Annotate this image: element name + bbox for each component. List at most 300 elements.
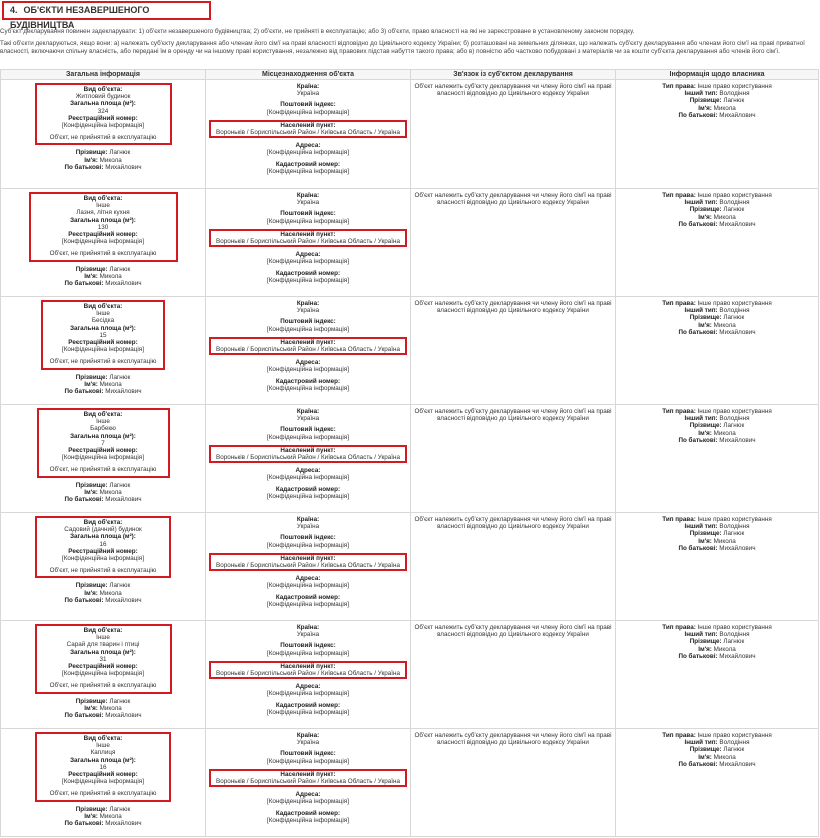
owner-patronymic-value: Михайлович [719, 544, 756, 552]
header-general-info: Загальна інформація [1, 70, 206, 80]
area-label: Загальна площа (м²): [70, 216, 136, 224]
cadastral-value: [Конфіденційна інформація] [267, 276, 349, 284]
cadastral-label: Кадастровий номер: [275, 485, 341, 493]
address-value: [Конфіденційна інформація] [267, 798, 349, 806]
surname-label: Прізвище: [75, 265, 108, 273]
regnum-label: Реєстраційний номер: [68, 339, 138, 347]
address-label: Адреса: [295, 467, 321, 475]
object-status: Об'єкт, не прийнятий в експлуатацію [49, 466, 157, 474]
relation-cell [411, 621, 616, 729]
area-value: 15 [99, 331, 107, 339]
name-label: Ім'я: [84, 589, 98, 597]
locality-value: Вороньків / Бориспільський Район / Київська Область / Україна [216, 454, 400, 462]
object-type-label: Вид об'єкта: [83, 411, 123, 418]
cadastral-value: [Конфіденційна інформація] [267, 384, 349, 392]
right-type-value: Інше право користування [697, 516, 772, 523]
objects-table [0, 69, 819, 837]
right-type-value: Інше право користування [697, 192, 772, 199]
relation-text: Об'єкт належить суб'єкту декларування чи члену його сім'ї на праві власності відповідно до Цивільного кодексу України [414, 192, 612, 207]
other-type-value: Володіння [719, 523, 750, 531]
general-info-cell [1, 405, 206, 513]
surname-value: Лагнюк [109, 582, 131, 590]
relation-text: Об'єкт належить суб'єкту декларування чи члену його сім'ї на праві власності відповідно до Цивільного кодексу України [414, 516, 612, 531]
locality-label: Населений пункт: [280, 230, 336, 238]
locality-value: Вороньків / Бориспільський Район / Київська Область / Україна [216, 238, 400, 246]
owner-name-value: Микола [713, 104, 736, 112]
other-type-value: Володіння [719, 415, 750, 423]
owner-surname-label: Прізвище: [689, 422, 722, 430]
owner-patronymic-label: По батькові: [678, 652, 718, 660]
object-status: Об'єкт, не прийнятий в експлуатацію [49, 134, 157, 142]
postcode-value: [Конфіденційна інформація] [267, 649, 349, 657]
regnum-label: Реєстраційний номер: [68, 547, 138, 555]
address-value: [Конфіденційна інформація] [267, 690, 349, 698]
patronymic-label: По батькові: [64, 496, 104, 504]
regnum-value: [Конфіденційна інформація] [62, 454, 144, 462]
locality-highlight [209, 337, 407, 355]
table-row [1, 189, 819, 297]
general-info-highlight [35, 624, 172, 694]
patronymic-label: По батькові: [64, 163, 104, 171]
object-subtype: Лазня, літня кухня [76, 209, 130, 217]
address-label: Адреса: [295, 791, 321, 799]
owner-surname-value: Лагнюк [723, 530, 745, 538]
relation-cell [411, 405, 616, 513]
table-row [1, 729, 819, 837]
country-value: Україна [296, 199, 320, 207]
regnum-value: [Конфіденційна інформація] [62, 778, 144, 786]
cadastral-label: Кадастровий номер: [275, 269, 341, 277]
relation-cell [411, 189, 616, 297]
owner-name-label: Ім'я: [698, 213, 712, 221]
surname-label: Прізвище: [75, 373, 108, 381]
regnum-label: Реєстраційний номер: [68, 663, 138, 671]
other-type-value: Володіння [719, 739, 750, 747]
owner-name-label: Ім'я: [698, 537, 712, 545]
right-type-label: Тип права: [662, 624, 696, 631]
cadastral-label: Кадастровий номер: [275, 809, 341, 817]
address-value: [Конфіденційна інформація] [267, 474, 349, 482]
table-header-row [1, 70, 819, 80]
other-type-label: Інший тип: [684, 90, 718, 98]
locality-value: Вороньків / Бориспільський Район / Київська Область / Україна [216, 562, 400, 570]
area-label: Загальна площа (м²): [70, 648, 136, 656]
surname-label: Прізвище: [75, 697, 108, 705]
owner-surname-value: Лагнюк [723, 97, 745, 105]
name-label: Ім'я: [84, 488, 98, 496]
address-label: Адреса: [295, 142, 321, 150]
name-label: Ім'я: [84, 704, 98, 712]
area-label: Загальна площа (м²): [70, 432, 136, 440]
owner-name-label: Ім'я: [698, 104, 712, 112]
section-title-text: ОБ'ЄКТИ НЕЗАВЕРШЕНОГО БУДІВНИЦТВА [10, 5, 150, 30]
object-type-label: Вид об'єкта: [83, 86, 123, 93]
area-value: 324 [97, 107, 109, 115]
owner-surname-value: Лагнюк [723, 638, 745, 646]
other-type-value: Володіння [719, 199, 750, 207]
locality-label: Населений пункт: [280, 770, 336, 778]
other-type-label: Інший тип: [684, 307, 718, 315]
object-type-label: Вид об'єкта: [83, 627, 123, 634]
surname-label: Прізвище: [75, 481, 108, 489]
postcode-label: Поштовий індекс: [280, 318, 336, 326]
regnum-value: [Конфіденційна інформація] [62, 555, 144, 563]
postcode-value: [Конфіденційна інформація] [267, 757, 349, 765]
relation-text: Об'єкт належить суб'єкту декларування чи члену його сім'ї на праві власності відповідно до Цивільного кодексу України [414, 624, 612, 639]
regnum-value: [Конфіденційна інформація] [62, 122, 144, 130]
name-label: Ім'я: [84, 380, 98, 388]
object-status: Об'єкт, не прийнятий в експлуатацію [49, 682, 157, 690]
name-label: Ім'я: [84, 156, 98, 164]
regnum-label: Реєстраційний номер: [68, 771, 138, 779]
object-subtype: Сарай для тварин і птиці [66, 641, 140, 649]
object-type-value: Інше [96, 202, 110, 210]
owner-surname-value: Лагнюк [723, 314, 745, 322]
name-value: Микола [99, 156, 122, 164]
other-type-value: Володіння [719, 631, 750, 639]
object-type-label: Вид об'єкта: [83, 303, 123, 310]
general-info-highlight [35, 516, 171, 578]
patronymic-value: Михайлович [105, 820, 142, 828]
table-row [1, 513, 819, 621]
general-info-cell [1, 80, 206, 189]
right-type-label: Тип права: [662, 732, 696, 739]
patronymic-value: Михайлович [105, 388, 142, 396]
object-type-value: Інше [96, 742, 110, 750]
general-info-cell [1, 297, 206, 405]
owner-surname-label: Прізвище: [689, 206, 722, 214]
owner-name-label: Ім'я: [698, 321, 712, 329]
right-type-label: Тип права: [662, 83, 696, 90]
name-value: Микола [99, 589, 122, 597]
relation-cell [411, 80, 616, 189]
surname-label: Прізвище: [75, 805, 108, 813]
intro-paragraph-1: Суб'єкт декларування повинен задекларувати: 1) об'єкти незавершеного будівництва; 2) об'єкти, не прийняті в експлуатацію; або 3) об'єкти, право власності на які не зареєстроване в установленому законом порядку. [0, 28, 635, 35]
owner-info-cell [616, 189, 819, 297]
owner-surname-label: Прізвище: [689, 314, 722, 322]
surname-value: Лагнюк [109, 805, 131, 813]
owner-patronymic-value: Михайлович [719, 220, 756, 228]
relation-text: Об'єкт належить суб'єкту декларування чи члену його сім'ї на праві власності відповідно до Цивільного кодексу України [414, 732, 612, 747]
owner-patronymic-label: По батькові: [678, 436, 718, 444]
general-info-highlight [41, 300, 165, 370]
general-info-cell [1, 729, 206, 837]
locality-highlight [209, 120, 407, 138]
owner-patronymic-value: Михайлович [719, 328, 756, 336]
country-value: Україна [296, 631, 320, 639]
location-cell [206, 80, 411, 189]
postcode-value: [Конфіденційна інформація] [267, 433, 349, 441]
postcode-label: Поштовий індекс: [280, 750, 336, 758]
owner-patronymic-label: По батькові: [678, 220, 718, 228]
table-row [1, 405, 819, 513]
address-value: [Конфіденційна інформація] [267, 366, 349, 374]
owner-info-cell [616, 513, 819, 621]
right-type-value: Інше право користування [697, 408, 772, 415]
owner-name-label: Ім'я: [698, 429, 712, 437]
object-subtype: Барбекю [90, 425, 116, 433]
location-cell [206, 297, 411, 405]
other-type-label: Інший тип: [684, 631, 718, 639]
right-type-value: Інше право користування [697, 300, 772, 307]
name-value: Микола [99, 272, 122, 280]
right-type-label: Тип права: [662, 516, 696, 523]
owner-surname-label: Прізвище: [689, 97, 722, 105]
postcode-label: Поштовий індекс: [280, 210, 336, 218]
name-value: Микола [99, 380, 122, 388]
owner-surname-label: Прізвище: [689, 530, 722, 538]
patronymic-value: Михайлович [105, 712, 142, 720]
table-row [1, 80, 819, 189]
postcode-label: Поштовий індекс: [280, 101, 336, 109]
address-label: Адреса: [295, 575, 321, 583]
section-title [2, 1, 211, 30]
object-type-value: Садовий (дачний) будинок [64, 526, 142, 534]
address-value: [Конфіденційна інформація] [267, 149, 349, 157]
owner-patronymic-value: Михайлович [719, 436, 756, 444]
location-cell [206, 405, 411, 513]
patronymic-label: По батькові: [64, 596, 104, 604]
relation-text: Об'єкт належить суб'єкту декларування чи члену його сім'ї на праві власності відповідно до Цивільного кодексу України [414, 408, 612, 423]
right-type-value: Інше право користування [697, 624, 772, 631]
object-type-value: Житловий будинок [75, 93, 131, 101]
regnum-label: Реєстраційний номер: [68, 447, 138, 455]
patronymic-value: Михайлович [105, 280, 142, 288]
owner-surname-value: Лагнюк [723, 422, 745, 430]
country-label: Країна: [296, 732, 320, 739]
object-type-value: Інше [96, 310, 110, 318]
owner-patronymic-label: По батькові: [678, 544, 718, 552]
patronymic-label: По батькові: [64, 388, 104, 396]
object-type-value: Інше [96, 418, 110, 426]
locality-highlight [209, 553, 407, 571]
section-number: 4. [10, 5, 18, 15]
owner-name-value: Микола [713, 537, 736, 545]
patronymic-label: По батькові: [64, 820, 104, 828]
relation-cell [411, 513, 616, 621]
locality-label: Населений пункт: [280, 554, 336, 562]
area-label: Загальна площа (м²): [70, 324, 136, 332]
cadastral-value: [Конфіденційна інформація] [267, 492, 349, 500]
country-value: Україна [296, 90, 320, 98]
owner-surname-value: Лагнюк [723, 746, 745, 754]
surname-value: Лагнюк [109, 149, 131, 157]
owner-info-cell [616, 80, 819, 189]
object-type-label: Вид об'єкта: [83, 735, 123, 742]
general-info-cell [1, 621, 206, 729]
object-status: Об'єкт, не прийнятий в експлуатацію [49, 358, 157, 366]
object-status: Об'єкт, не прийнятий в експлуатацію [49, 250, 157, 258]
country-value: Україна [296, 415, 320, 423]
area-label: Загальна площа (м²): [70, 756, 136, 764]
section-intro [0, 28, 818, 60]
other-type-label: Інший тип: [684, 415, 718, 423]
regnum-value: [Конфіденційна інформація] [62, 346, 144, 354]
surname-value: Лагнюк [109, 373, 131, 381]
name-value: Микола [99, 704, 122, 712]
intro-paragraph-2: Такі об'єкти декларуються, якщо вони: а) належать суб'єкту декларування або членам його сім'ї на праві власності відповідно до Цивільного кодексу України; б) розташовані на земельних ділянках, що належать суб'єкту декларування або членам його сім'ї на праві приватної власності, включаючи спільну власність, або передані їм в оренду чи на іншому праві користування, незалежно від правових підстав набуття такого права; або в) повністю або частково побудовані з матеріалів чи за кошти суб'єкта декларування або членів його сім'ї. [0, 40, 805, 55]
area-label: Загальна площа (м²): [70, 100, 136, 108]
postcode-value: [Конфіденційна інформація] [267, 217, 349, 225]
object-status: Об'єкт, не прийнятий в експлуатацію [49, 790, 157, 798]
cadastral-value: [Конфіденційна інформація] [267, 816, 349, 824]
object-type-label: Вид об'єкта: [83, 195, 123, 202]
owner-patronymic-value: Михайлович [719, 652, 756, 660]
owner-patronymic-value: Михайлович [719, 111, 756, 119]
general-info-highlight [29, 192, 178, 262]
location-cell [206, 621, 411, 729]
general-info-highlight [37, 408, 170, 478]
surname-value: Лагнюк [109, 265, 131, 273]
locality-highlight [209, 445, 407, 463]
postcode-label: Поштовий індекс: [280, 426, 336, 434]
country-label: Країна: [296, 83, 320, 90]
owner-name-value: Микола [713, 429, 736, 437]
patronymic-value: Михайлович [105, 163, 142, 171]
area-value: 16 [99, 540, 107, 548]
owner-info-cell [616, 405, 819, 513]
area-value: 31 [99, 655, 107, 663]
owner-patronymic-value: Михайлович [719, 760, 756, 768]
address-label: Адреса: [295, 683, 321, 691]
regnum-value: [Конфіденційна інформація] [62, 670, 144, 678]
relation-cell [411, 297, 616, 405]
area-value: 130 [97, 223, 109, 231]
cadastral-value: [Конфіденційна інформація] [267, 708, 349, 716]
location-cell [206, 513, 411, 621]
cadastral-label: Кадастровий номер: [275, 377, 341, 385]
surname-value: Лагнюк [109, 481, 131, 489]
postcode-value: [Конфіденційна інформація] [267, 541, 349, 549]
general-info-highlight [35, 732, 171, 802]
relation-cell [411, 729, 616, 837]
cadastral-label: Кадастровий номер: [275, 701, 341, 709]
locality-highlight [209, 769, 407, 787]
name-label: Ім'я: [84, 272, 98, 280]
locality-label: Населений пункт: [280, 662, 336, 670]
country-value: Україна [296, 523, 320, 531]
country-label: Країна: [296, 192, 320, 199]
owner-surname-label: Прізвище: [689, 638, 722, 646]
other-type-value: Володіння [719, 307, 750, 315]
object-subtype: Каплиця [90, 749, 116, 757]
owner-patronymic-label: По батькові: [678, 760, 718, 768]
location-cell [206, 189, 411, 297]
right-type-value: Інше право користування [697, 83, 772, 90]
patronymic-label: По батькові: [64, 712, 104, 720]
header-location: Місцезнаходження об'єкта [206, 70, 411, 80]
patronymic-value: Михайлович [105, 496, 142, 504]
owner-info-cell [616, 297, 819, 405]
locality-label: Населений пункт: [280, 338, 336, 346]
postcode-value: [Конфіденційна інформація] [267, 108, 349, 116]
name-value: Микола [99, 812, 122, 820]
header-relation: Зв'язок із суб'єктом декларування [411, 70, 616, 80]
owner-name-value: Микола [713, 645, 736, 653]
table-row [1, 297, 819, 405]
country-label: Країна: [296, 300, 320, 307]
relation-text: Об'єкт належить суб'єкту декларування чи члену його сім'ї на праві власності відповідно до Цивільного кодексу України [414, 83, 612, 98]
right-type-label: Тип права: [662, 408, 696, 415]
area-label: Загальна площа (м²): [70, 533, 136, 541]
right-type-label: Тип права: [662, 300, 696, 307]
country-label: Країна: [296, 408, 320, 415]
cadastral-value: [Конфіденційна інформація] [267, 167, 349, 175]
object-subtype: Бесідка [91, 317, 115, 325]
patronymic-label: По батькові: [64, 280, 104, 288]
owner-surname-value: Лагнюк [723, 206, 745, 214]
other-type-label: Інший тип: [684, 523, 718, 531]
object-type-label: Вид об'єкта: [83, 519, 123, 526]
locality-label: Населений пункт: [280, 121, 336, 129]
right-type-label: Тип права: [662, 192, 696, 199]
address-label: Адреса: [295, 359, 321, 367]
owner-patronymic-label: По батькові: [678, 328, 718, 336]
general-info-cell [1, 513, 206, 621]
address-value: [Конфіденційна інформація] [267, 582, 349, 590]
header-owner-info: Інформація щодо власника [616, 70, 819, 80]
other-type-label: Інший тип: [684, 739, 718, 747]
owner-name-value: Микола [713, 213, 736, 221]
right-type-value: Інше право користування [697, 732, 772, 739]
owner-name-label: Ім'я: [698, 645, 712, 653]
object-type-value: Інше [96, 634, 110, 642]
object-status: Об'єкт, не прийнятий в експлуатацію [49, 567, 157, 575]
locality-highlight [209, 229, 407, 247]
area-value: 16 [99, 763, 107, 771]
surname-value: Лагнюк [109, 697, 131, 705]
locality-value: Вороньків / Бориспільський Район / Київська Область / Україна [216, 778, 400, 786]
country-label: Країна: [296, 624, 320, 631]
owner-name-label: Ім'я: [698, 753, 712, 761]
postcode-value: [Конфіденційна інформація] [267, 325, 349, 333]
address-label: Адреса: [295, 251, 321, 259]
area-value: 7 [101, 439, 105, 447]
regnum-value: [Конфіденційна інформація] [62, 238, 144, 246]
general-info-highlight [35, 83, 172, 145]
locality-value: Вороньків / Бориспільський Район / Київська Область / Україна [216, 670, 400, 678]
locality-label: Населений пункт: [280, 446, 336, 454]
other-type-label: Інший тип: [684, 199, 718, 207]
country-value: Україна [296, 307, 320, 315]
owner-info-cell [616, 729, 819, 837]
locality-value: Вороньків / Бориспільський Район / Київська Область / Україна [216, 346, 400, 354]
owner-patronymic-label: По батькові: [678, 111, 718, 119]
location-cell [206, 729, 411, 837]
cadastral-label: Кадастровий номер: [275, 593, 341, 601]
cadastral-label: Кадастровий номер: [275, 160, 341, 168]
general-info-cell [1, 189, 206, 297]
relation-text: Об'єкт належить суб'єкту декларування чи члену його сім'ї на праві власності відповідно до Цивільного кодексу України [414, 300, 612, 315]
regnum-label: Реєстраційний номер: [68, 231, 138, 239]
owner-name-value: Микола [713, 321, 736, 329]
other-type-value: Володіння [719, 90, 750, 98]
country-value: Україна [296, 739, 320, 747]
surname-label: Прізвище: [75, 582, 108, 590]
postcode-label: Поштовий індекс: [280, 534, 336, 542]
surname-label: Прізвище: [75, 149, 108, 157]
owner-surname-label: Прізвище: [689, 746, 722, 754]
owner-info-cell [616, 621, 819, 729]
patronymic-value: Михайлович [105, 596, 142, 604]
table-row [1, 621, 819, 729]
name-value: Микола [99, 488, 122, 496]
name-label: Ім'я: [84, 812, 98, 820]
locality-value: Вороньків / Бориспільський Район / Київська Область / Україна [216, 129, 400, 137]
regnum-label: Реєстраційний номер: [68, 114, 138, 122]
locality-highlight [209, 661, 407, 679]
cadastral-value: [Конфіденційна інформація] [267, 600, 349, 608]
